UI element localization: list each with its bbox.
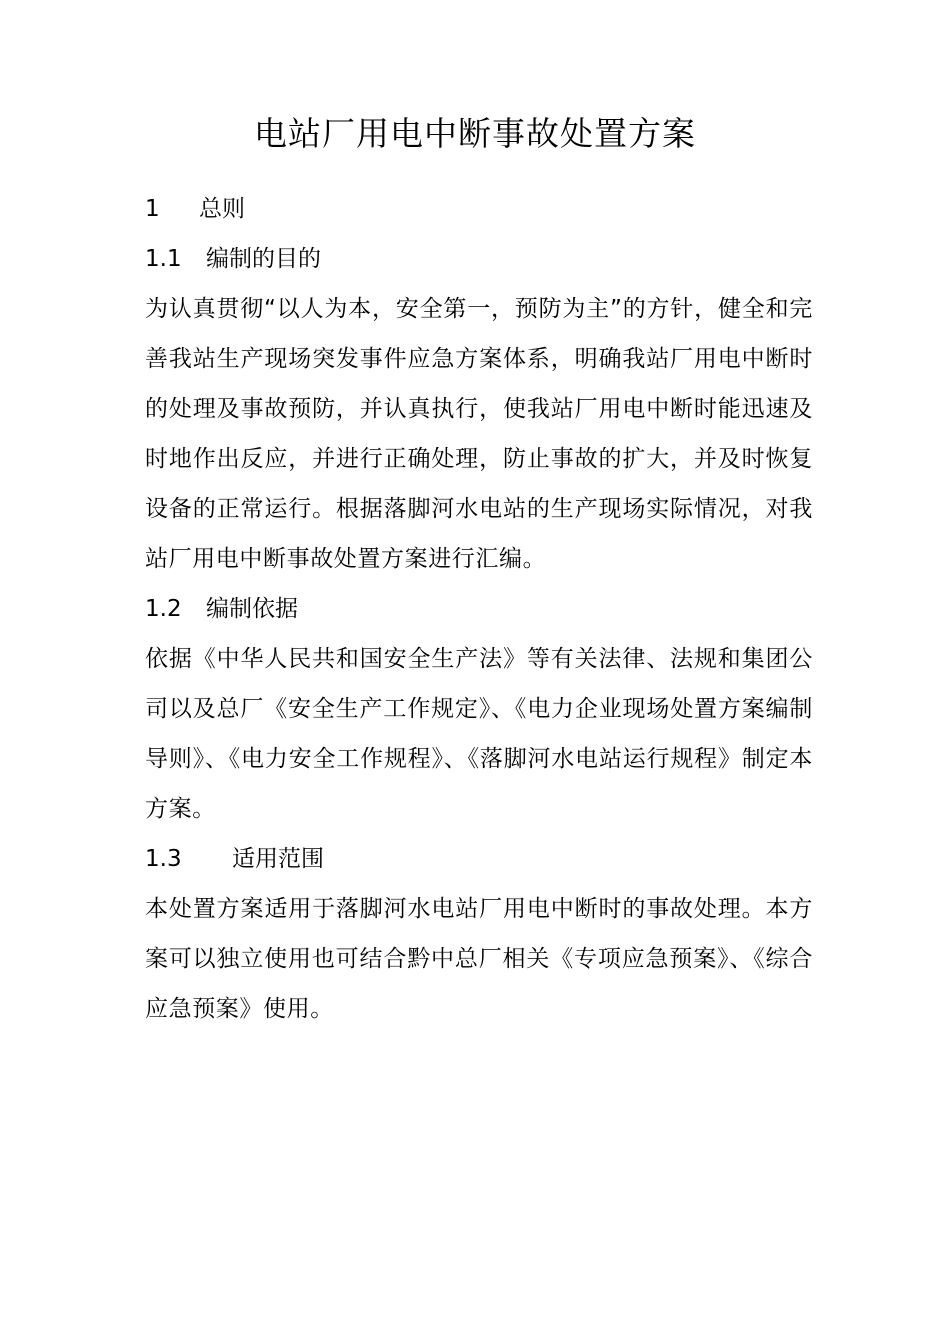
section-heading-1-3	[145, 834, 813, 884]
section-heading-1-2	[145, 584, 813, 634]
document-title: 电站厂用电中断事故处置方案	[254, 114, 696, 153]
section-title: 编制依据	[206, 596, 298, 622]
document-body	[145, 184, 813, 1034]
section-paragraph-purpose: 为认真贯彻“以人为本，安全第一，预防为主”的方针，健全和完善我站生产现场突发事件应急方案体系，明确我站厂用电中断时的处理及事故预防，并认真执行，使我站厂用电中断时能迅速及时地作出反应，并进行正确处理，防止事故的扩大，并及时恢复设备的正常运行。根据落脚河水电站的生产现场实际情况，对我站厂用电中断事故处置方案进行汇编。	[145, 296, 813, 572]
section-title: 总则	[199, 196, 245, 222]
section-number: 1.3	[145, 846, 182, 872]
section-paragraph-scope: 本处置方案适用于落脚河水电站厂用电中断时的事故处理。本方案可以独立使用也可结合黔中总厂相关《专项应急预案》、《综合应急预案》使用。	[145, 896, 813, 1022]
section-number: 1.1	[145, 246, 182, 272]
section-number: 1	[145, 196, 160, 222]
section-heading-1	[145, 184, 813, 234]
section-paragraph-basis: 依据《中华人民共和国安全生产法》等有关法律、法规和集团公司以及总厂《安全生产工作规定》、《电力企业现场处置方案编制导则》、《电力安全工作规程》、《落脚河水电站运行规程》制定本方案。	[145, 646, 813, 822]
section-title: 编制的目的	[206, 246, 321, 272]
section-number: 1.2	[145, 596, 182, 622]
section-heading-1-1	[145, 234, 813, 284]
section-title: 适用范围	[232, 846, 324, 872]
